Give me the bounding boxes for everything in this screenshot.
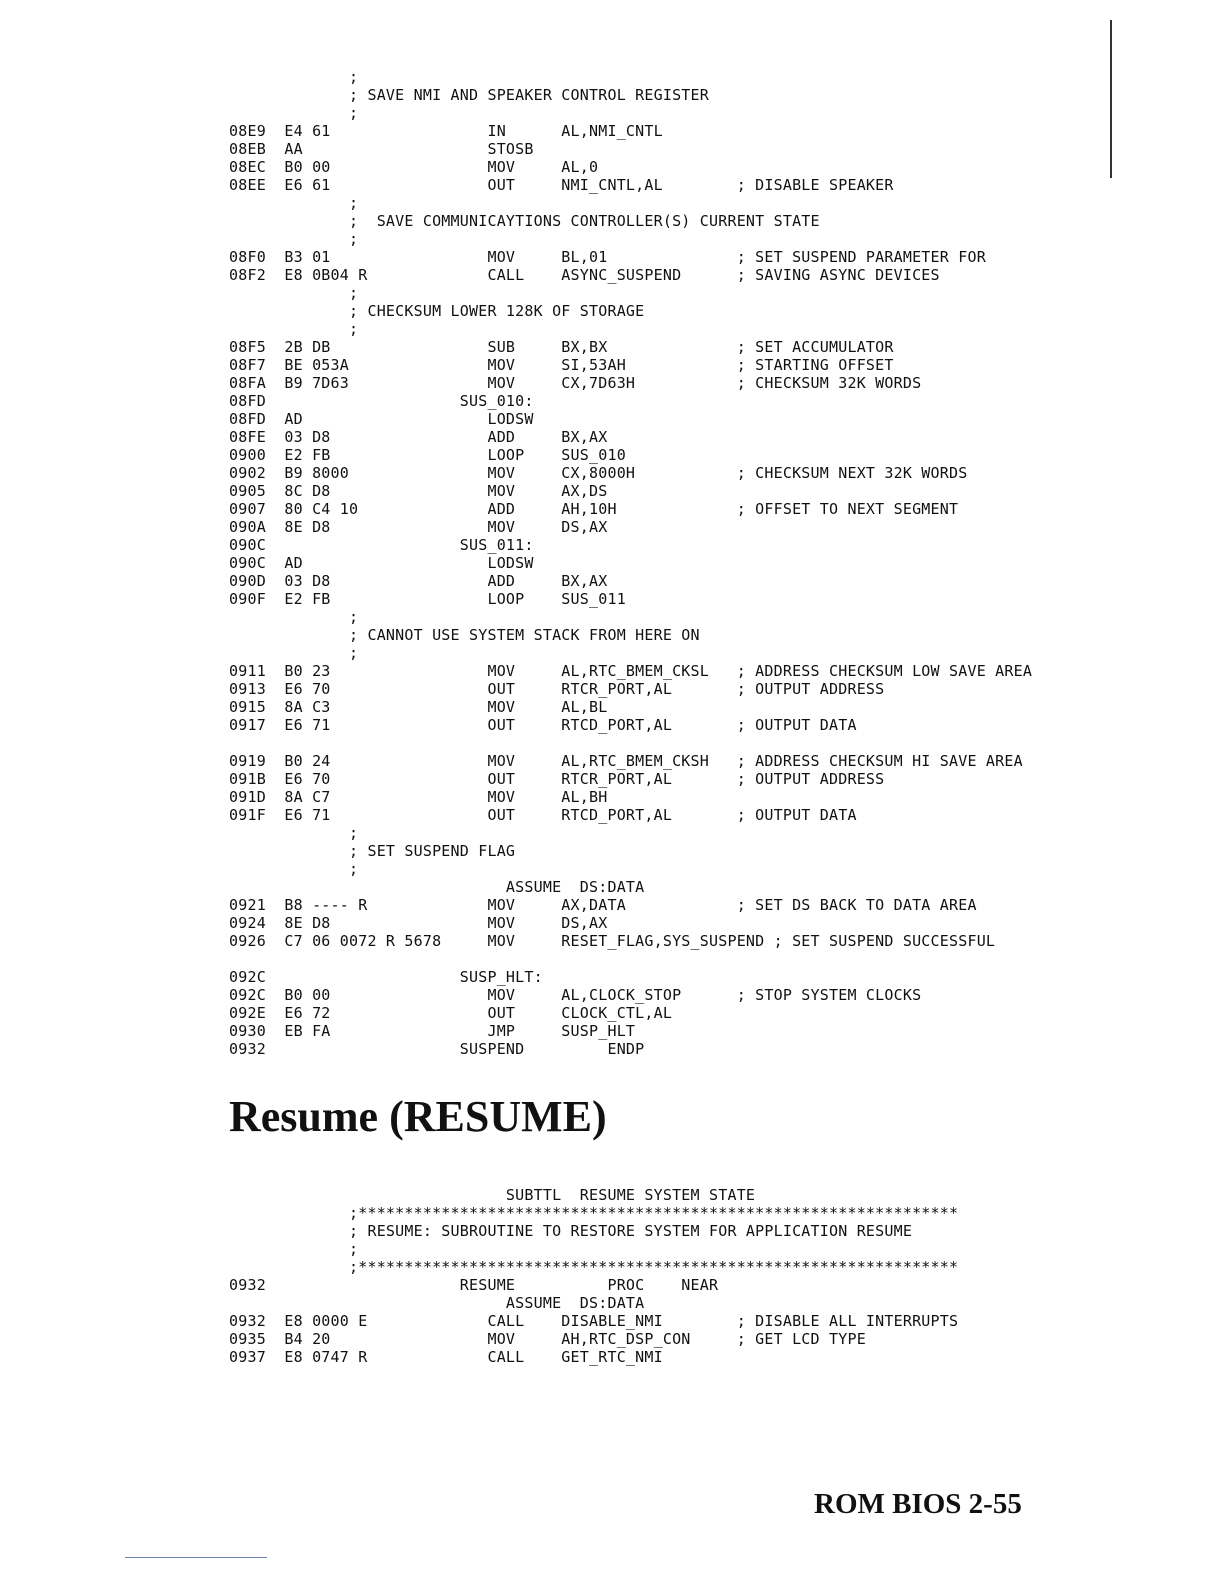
code-line: 0913 E6 70 OUT RTCR_PORT,AL ; OUTPUT ADDRESS	[229, 680, 885, 698]
code-line: 091F E6 71 OUT RTCD_PORT,AL ; OUTPUT DATA	[229, 806, 857, 824]
code-line: 0932 SUSPEND ENDP	[229, 1040, 645, 1058]
code-line: ASSUME DS:DATA	[229, 1294, 645, 1312]
code-line: ASSUME DS:DATA	[229, 878, 645, 896]
code-line: ;	[229, 1240, 359, 1258]
code-line: 08FE 03 D8 ADD BX,AX	[229, 428, 608, 446]
code-line: 0932 RESUME PROC NEAR	[229, 1276, 719, 1294]
code-line: 092C SUSP_HLT:	[229, 968, 543, 986]
code-line: SUBTTL RESUME SYSTEM STATE	[229, 1186, 756, 1204]
code-line: 090C SUS_011:	[229, 536, 534, 554]
code-line: 08F0 B3 01 MOV BL,01 ; SET SUSPEND PARAMETER FOR	[229, 248, 986, 266]
margin-rule	[1110, 20, 1112, 178]
code-line: ;	[229, 104, 359, 122]
code-line: 0924 8E D8 MOV DS,AX	[229, 914, 608, 932]
code-line: 08E9 E4 61 IN AL,NMI_CNTL	[229, 122, 663, 140]
code-line: 08F7 BE 053A MOV SI,53AH ; STARTING OFFSET	[229, 356, 894, 374]
code-line: 08F5 2B DB SUB BX,BX ; SET ACCUMULATOR	[229, 338, 894, 356]
code-line: ;*****************************************************************	[229, 1204, 959, 1222]
code-line: 08FA B9 7D63 MOV CX,7D63H ; CHECKSUM 32K WORDS	[229, 374, 922, 392]
code-line: 0900 E2 FB LOOP SUS_010	[229, 446, 626, 464]
code-line: 0919 B0 24 MOV AL,RTC_BMEM_CKSH ; ADDRESS CHECKSUM HI SAVE AREA	[229, 752, 1023, 770]
code-line: 08F2 E8 0B04 R CALL ASYNC_SUSPEND ; SAVING ASYNC DEVICES	[229, 266, 940, 284]
code-line	[229, 950, 1032, 968]
code-line: 0917 E6 71 OUT RTCD_PORT,AL ; OUTPUT DATA	[229, 716, 857, 734]
code-line: 0932 E8 0000 E CALL DISABLE_NMI ; DISABLE ALL INTERRUPTS	[229, 1312, 959, 1330]
code-line: 090A 8E D8 MOV DS,AX	[229, 518, 608, 536]
code-line: 0907 80 C4 10 ADD AH,10H ; OFFSET TO NEXT SEGMENT	[229, 500, 959, 518]
code-line: 090F E2 FB LOOP SUS_011	[229, 590, 626, 608]
code-line: ; RESUME: SUBROUTINE TO RESTORE SYSTEM FOR APPLICATION RESUME	[229, 1222, 913, 1240]
page-footer: ROM BIOS 2-55	[814, 1488, 1022, 1520]
code-line: 090D 03 D8 ADD BX,AX	[229, 572, 608, 590]
code-line: ; SAVE COMMUNICAYTIONS CONTROLLER(S) CURRENT STATE	[229, 212, 820, 230]
code-line: 0930 EB FA JMP SUSP_HLT	[229, 1022, 636, 1040]
code-line: 0905 8C D8 MOV AX,DS	[229, 482, 608, 500]
code-line: 0915 8A C3 MOV AL,BL	[229, 698, 608, 716]
code-line: ;	[229, 230, 359, 248]
code-line: ; SET SUSPEND FLAG	[229, 842, 516, 860]
code-line: ; CANNOT USE SYSTEM STACK FROM HERE ON	[229, 626, 700, 644]
code-line: 0902 B9 8000 MOV CX,8000H ; CHECKSUM NEXT 32K WORDS	[229, 464, 968, 482]
code-line: ;	[229, 644, 359, 662]
code-line: ;	[229, 284, 359, 302]
code-line: ;	[229, 608, 359, 626]
code-line: 08FD SUS_010:	[229, 392, 534, 410]
code-line: ;	[229, 860, 359, 878]
code-line: 0935 B4 20 MOV AH,RTC_DSP_CON ; GET LCD TYPE	[229, 1330, 866, 1348]
code-line: 091D 8A C7 MOV AL,BH	[229, 788, 608, 806]
code-line: 08FD AD LODSW	[229, 410, 534, 428]
code-line: 0926 C7 06 0072 R 5678 MOV RESET_FLAG,SYS_SUSPEND ; SET SUSPEND SUCCESSFUL	[229, 932, 996, 950]
code-line: ; SAVE NMI AND SPEAKER CONTROL REGISTER	[229, 86, 709, 104]
code-line: 092C B0 00 MOV AL,CLOCK_STOP ; STOP SYSTEM CLOCKS	[229, 986, 922, 1004]
code-line: 08EC B0 00 MOV AL,0	[229, 158, 599, 176]
code-line: ;	[229, 194, 359, 212]
assembly-listing-resume	[229, 1186, 958, 1366]
code-line: 0911 B0 23 MOV AL,RTC_BMEM_CKSL ; ADDRESS CHECKSUM LOW SAVE AREA	[229, 662, 1033, 680]
code-line: 0921 B8 ---- R MOV AX,DATA ; SET DS BACK TO DATA AREA	[229, 896, 977, 914]
code-line: ;*****************************************************************	[229, 1258, 959, 1276]
assembly-listing-suspend	[229, 68, 1032, 1058]
code-line: ; CHECKSUM LOWER 128K OF STORAGE	[229, 302, 645, 320]
code-line: 091B E6 70 OUT RTCR_PORT,AL ; OUTPUT ADDRESS	[229, 770, 885, 788]
code-line: 092E E6 72 OUT CLOCK_CTL,AL	[229, 1004, 673, 1022]
code-line	[229, 734, 1032, 752]
code-line: ;	[229, 320, 359, 338]
footer-rule	[125, 1557, 267, 1558]
section-heading: Resume (RESUME)	[229, 1092, 607, 1141]
code-line: 090C AD LODSW	[229, 554, 534, 572]
code-line: ;	[229, 68, 359, 86]
code-line: 08EE E6 61 OUT NMI_CNTL,AL ; DISABLE SPEAKER	[229, 176, 894, 194]
code-line: ;	[229, 824, 359, 842]
code-line: 08EB AA STOSB	[229, 140, 534, 158]
code-line: 0937 E8 0747 R CALL GET_RTC_NMI	[229, 1348, 663, 1366]
